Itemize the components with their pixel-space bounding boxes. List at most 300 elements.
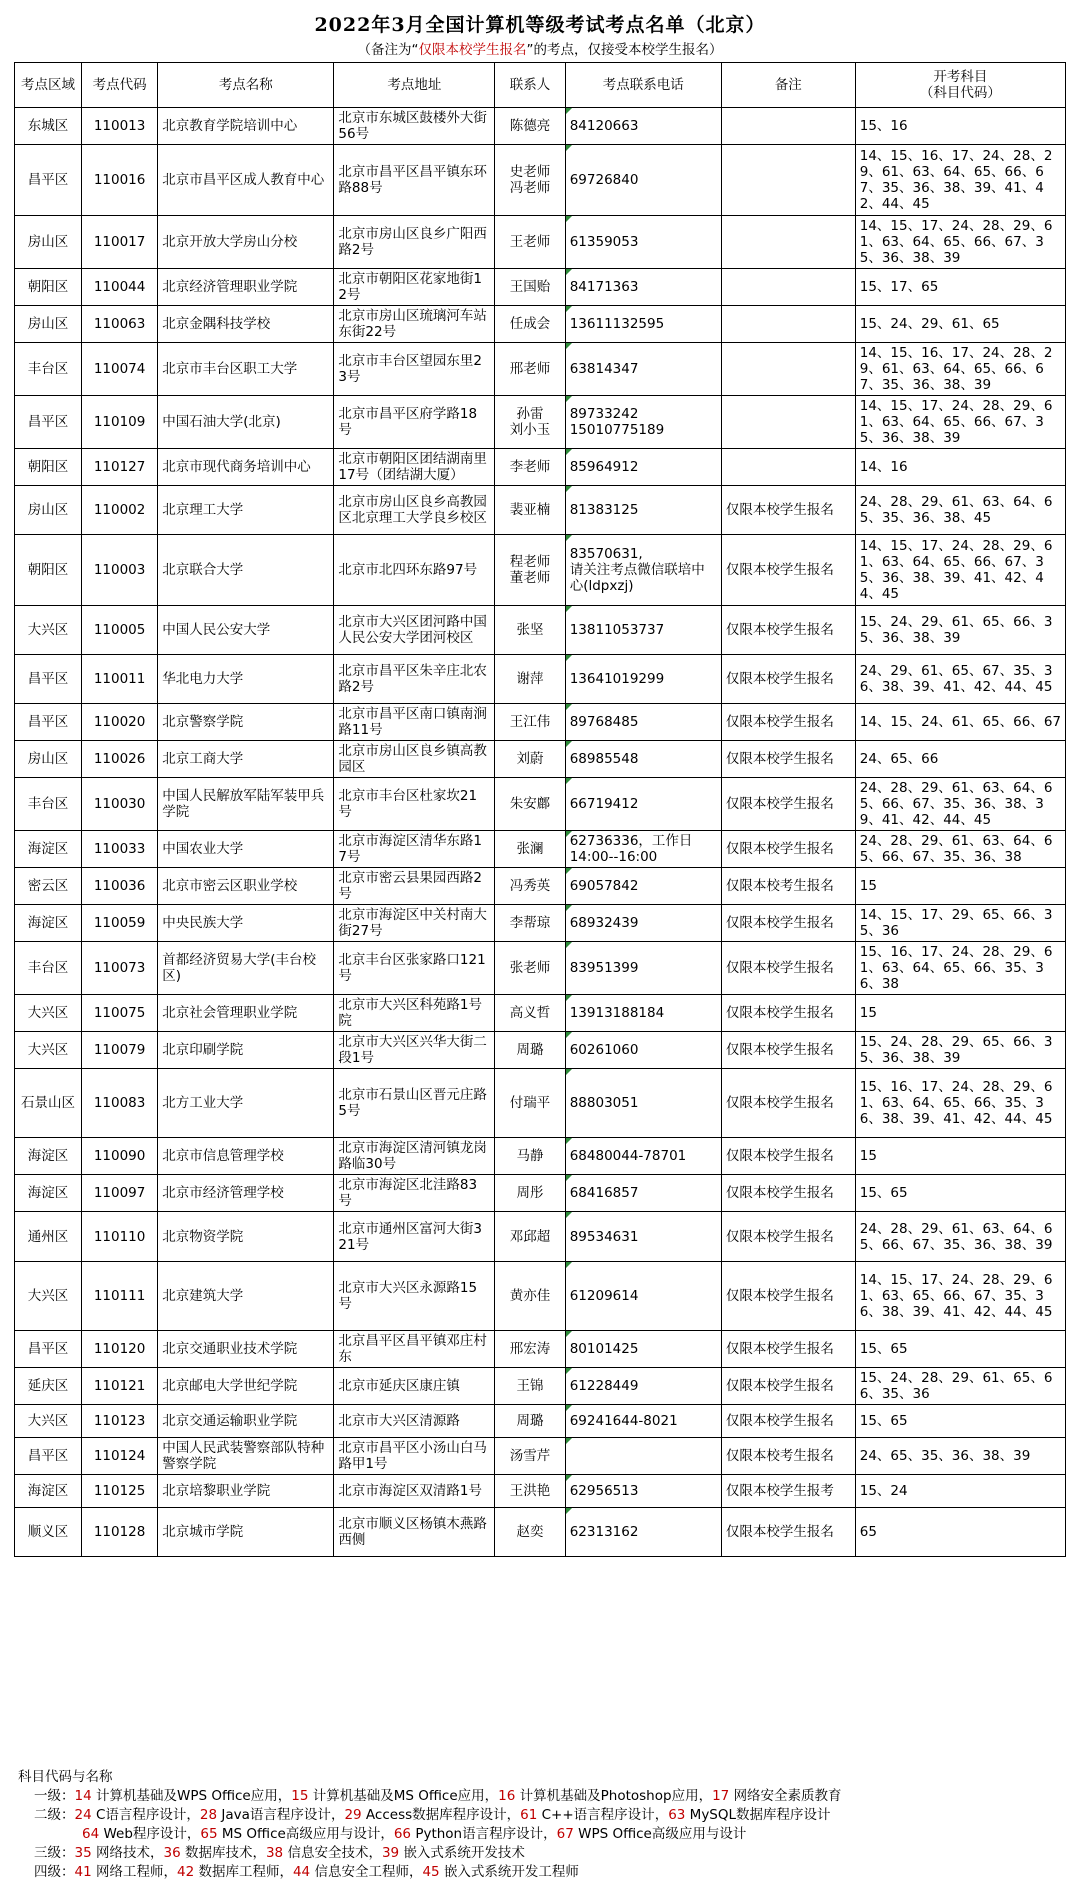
cell-note: 仅限本校学生报名 <box>721 1032 855 1069</box>
cell-name: 中国人民解放军陆军装甲兵学院 <box>158 778 334 831</box>
table-row <box>15 1069 1066 1138</box>
legend-subject-code: 29 <box>344 1807 362 1823</box>
cell-area: 昌平区 <box>15 396 82 449</box>
cell-code: 110120 <box>81 1331 157 1368</box>
cell-phone <box>565 1438 721 1475</box>
cell-name: 首都经济贸易大学(丰台校区) <box>158 942 334 995</box>
cell-phone: 85964912 <box>565 449 721 486</box>
cell-area: 大兴区 <box>15 1262 82 1331</box>
cell-subjects: 15、17、65 <box>855 269 1065 306</box>
legend-level-label: 二级： <box>34 1807 75 1823</box>
legend-subject-name: 计算机基础及MS Office应用 <box>312 1788 485 1804</box>
cell-area: 丰台区 <box>15 942 82 995</box>
legend-level-label: 一级： <box>34 1788 75 1804</box>
legend-subject-code: 14 <box>74 1788 92 1804</box>
cell-code: 110128 <box>81 1508 157 1557</box>
cell-name: 华北电力大学 <box>158 655 334 704</box>
cell-note <box>721 396 855 449</box>
cell-address: 北京丰台区张家路口121号 <box>334 942 495 995</box>
table-row <box>15 1405 1066 1438</box>
cell-phone: 83570631, 请关注考点微信联培中心(ldpxzj) <box>565 535 721 606</box>
cell-contact: 史老师 冯老师 <box>495 145 565 216</box>
legend-subject-name: 信息安全技术 <box>287 1845 369 1861</box>
table-row <box>15 1212 1066 1262</box>
cell-note: 仅限本校学生报名 <box>721 942 855 995</box>
cell-contact: 马静 <box>495 1138 565 1175</box>
cell-code: 110030 <box>81 778 157 831</box>
legend-subject-name: 计算机基础及Photoshop应用 <box>519 1788 699 1804</box>
legend-subject-code: 16 <box>498 1788 516 1804</box>
cell-contact: 王洪艳 <box>495 1475 565 1508</box>
cell-area: 昌平区 <box>15 704 82 741</box>
cell-area: 顺义区 <box>15 1508 82 1557</box>
cell-contact: 赵奕 <box>495 1508 565 1557</box>
cell-note: 仅限本校学生报名 <box>721 1405 855 1438</box>
cell-name: 北京理工大学 <box>158 486 334 535</box>
legend-subject-code: 61 <box>520 1807 538 1823</box>
cell-phone: 13641019299 <box>565 655 721 704</box>
cell-address: 北京市大兴区科苑路1号院 <box>334 995 495 1032</box>
cell-name: 北京经济管理职业学院 <box>158 269 334 306</box>
cell-contact: 高义哲 <box>495 995 565 1032</box>
cell-name: 北京物资学院 <box>158 1212 334 1262</box>
legend-subject-code: 44 <box>292 1864 311 1880</box>
cell-subjects: 14、15、16、17、24、28、29、61、63、64、65、66、67、35、36、38、39、41、42、44、45 <box>855 145 1065 216</box>
legend-level-label: 三级： <box>34 1845 75 1861</box>
cell-code: 110127 <box>81 449 157 486</box>
cell-area: 大兴区 <box>15 1405 82 1438</box>
cell-name: 北京市丰台区职工大学 <box>158 343 334 396</box>
cell-subjects: 15、24、29、61、65、66、35、36、38、39 <box>855 606 1065 655</box>
table-row <box>15 306 1066 343</box>
cell-area: 石景山区 <box>15 1069 82 1138</box>
cell-name: 北京邮电大学世纪学院 <box>158 1368 334 1405</box>
cell-subjects: 15 <box>855 995 1065 1032</box>
cell-note: 仅限本校学生报名 <box>721 1508 855 1557</box>
table-row <box>15 1508 1066 1557</box>
cell-phone: 80101425 <box>565 1331 721 1368</box>
cell-address: 北京市海淀区清华东路17号 <box>334 831 495 868</box>
legend-subject-name: MySQL数据库程序设计 <box>689 1807 831 1823</box>
cell-contact: 刘蔚 <box>495 741 565 778</box>
cell-name: 北京印刷学院 <box>158 1032 334 1069</box>
cell-contact: 程老师 董老师 <box>495 535 565 606</box>
cell-contact: 张澜 <box>495 831 565 868</box>
cell-subjects: 15、16、17、24、28、29、61、63、64、65、66、35、36、38 <box>855 942 1065 995</box>
cell-phone: 60261060 <box>565 1032 721 1069</box>
table-row <box>15 905 1066 942</box>
header-code: 考点代码 <box>81 63 157 108</box>
cell-name: 北京市经济管理学校 <box>158 1175 334 1212</box>
cell-phone: 88803051 <box>565 1069 721 1138</box>
cell-name: 北京市昌平区成人教育中心 <box>158 145 334 216</box>
cell-code: 110026 <box>81 741 157 778</box>
cell-name: 北京培黎职业学院 <box>158 1475 334 1508</box>
legend-subject-name: C++语言程序设计 <box>541 1807 655 1823</box>
header-area: 考点区域 <box>15 63 82 108</box>
table-row <box>15 741 1066 778</box>
header-note: 备注 <box>721 63 855 108</box>
cell-code: 110121 <box>81 1368 157 1405</box>
legend-subject-code: 38 <box>265 1845 284 1861</box>
table-row <box>15 1138 1066 1175</box>
cell-phone: 89534631 <box>565 1212 721 1262</box>
cell-phone: 69057842 <box>565 868 721 905</box>
legend-subject-name: C语言程序设计 <box>95 1807 187 1823</box>
cell-name: 北京市现代商务培训中心 <box>158 449 334 486</box>
cell-contact: 黄亦佳 <box>495 1262 565 1331</box>
cell-phone: 66719412 <box>565 778 721 831</box>
cell-area: 海淀区 <box>15 1475 82 1508</box>
cell-code: 110003 <box>81 535 157 606</box>
table-row <box>15 1475 1066 1508</box>
cell-note: 仅限本校学生报名 <box>721 1069 855 1138</box>
legend-subject-code: 17 <box>712 1788 730 1804</box>
legend-subject-name: 嵌入式系统开发技术 <box>403 1845 525 1861</box>
cell-area: 昌平区 <box>15 1331 82 1368</box>
cell-name: 北京金隅科技学校 <box>158 306 334 343</box>
cell-note <box>721 216 855 269</box>
cell-address: 北京市房山区琉璃河车站东街22号 <box>334 306 495 343</box>
cell-note: 仅限本校学生报名 <box>721 1138 855 1175</box>
cell-code: 110097 <box>81 1175 157 1212</box>
legend-subject-name: 数据库技术 <box>184 1845 253 1861</box>
table-row <box>15 1438 1066 1475</box>
cell-code: 110125 <box>81 1475 157 1508</box>
table-row <box>15 343 1066 396</box>
cell-note: 仅限本校学生报名 <box>721 535 855 606</box>
cell-address: 北京市东城区鼓楼外大街56号 <box>334 108 495 145</box>
cell-code: 110005 <box>81 606 157 655</box>
subject-code-legend <box>18 1768 1068 1882</box>
cell-note: 仅限本校学生报名 <box>721 741 855 778</box>
cell-phone: 63814347 <box>565 343 721 396</box>
table-row <box>15 778 1066 831</box>
cell-phone: 62956513 <box>565 1475 721 1508</box>
table-row <box>15 396 1066 449</box>
cell-area: 昌平区 <box>15 1438 82 1475</box>
cell-code: 110036 <box>81 868 157 905</box>
legend-subject-code: 42 <box>176 1864 195 1880</box>
cell-address: 北京市密云县果园西路2号 <box>334 868 495 905</box>
cell-address: 北京市海淀区清河镇龙岗路临30号 <box>334 1138 495 1175</box>
cell-address: 北京市昌平区小汤山白马路甲1号 <box>334 1438 495 1475</box>
cell-note: 仅限本校学生报名 <box>721 704 855 741</box>
cell-name: 中央民族大学 <box>158 905 334 942</box>
cell-contact: 邓邱超 <box>495 1212 565 1262</box>
cell-phone: 68985548 <box>565 741 721 778</box>
cell-phone: 83951399 <box>565 942 721 995</box>
cell-note: 仅限本校学生报名 <box>721 995 855 1032</box>
cell-area: 丰台区 <box>15 778 82 831</box>
cell-code: 110074 <box>81 343 157 396</box>
cell-area: 大兴区 <box>15 1032 82 1069</box>
cell-subjects: 14、15、16、17、24、28、29、61、63、64、65、66、67、35、36、38、39 <box>855 343 1065 396</box>
cell-address: 北京市海淀区双清路1号 <box>334 1475 495 1508</box>
cell-contact: 周璐 <box>495 1405 565 1438</box>
cell-area: 房山区 <box>15 486 82 535</box>
cell-name: 北京交通运输职业学院 <box>158 1405 334 1438</box>
cell-area: 朝阳区 <box>15 269 82 306</box>
cell-phone: 62313162 <box>565 1508 721 1557</box>
header-address: 考点地址 <box>334 63 495 108</box>
table-row <box>15 942 1066 995</box>
cell-phone: 89768485 <box>565 704 721 741</box>
cell-note: 仅限本校学生报名 <box>721 831 855 868</box>
header-subjects-title: 开考科目 <box>933 69 988 85</box>
cell-subjects: 14、15、17、24、28、29、61、63、64、65、66、67、35、36、38、39、41、42、44、45 <box>855 535 1065 606</box>
table-row <box>15 868 1066 905</box>
legend-subject-code: 35 <box>74 1845 92 1861</box>
table-row <box>15 995 1066 1032</box>
cell-area: 海淀区 <box>15 831 82 868</box>
cell-contact: 周彤 <box>495 1175 565 1212</box>
cell-note: 仅限本校学生报考 <box>721 1475 855 1508</box>
cell-address: 北京市丰台区望园东里23号 <box>334 343 495 396</box>
cell-phone: 13811053737 <box>565 606 721 655</box>
cell-area: 海淀区 <box>15 1138 82 1175</box>
cell-address: 北京市石景山区晋元庄路5号 <box>334 1069 495 1138</box>
cell-area: 通州区 <box>15 1212 82 1262</box>
header-phone: 考点联系电话 <box>565 63 721 108</box>
cell-name: 北京城市学院 <box>158 1508 334 1557</box>
header-subjects <box>855 63 1065 108</box>
cell-note <box>721 449 855 486</box>
cell-area: 昌平区 <box>15 655 82 704</box>
cell-area: 房山区 <box>15 216 82 269</box>
cell-address: 北京市海淀区北洼路83号 <box>334 1175 495 1212</box>
cell-note <box>721 145 855 216</box>
cell-subjects: 24、28、29、61、63、64、65、35、36、38、45 <box>855 486 1065 535</box>
table-row <box>15 145 1066 216</box>
cell-area: 昌平区 <box>15 145 82 216</box>
cell-code: 110020 <box>81 704 157 741</box>
cell-code: 110073 <box>81 942 157 995</box>
legend-subject-name: Web程序设计 <box>103 1826 187 1842</box>
cell-address: 北京市丰台区杜家坎21号 <box>334 778 495 831</box>
cell-address: 北京市昌平区南口镇南涧路11号 <box>334 704 495 741</box>
cell-address: 北京市海淀区中关村南大街27号 <box>334 905 495 942</box>
cell-contact: 汤雪芹 <box>495 1438 565 1475</box>
cell-note: 仅限本校学生报名 <box>721 905 855 942</box>
cell-subjects: 15、24、28、29、61、65、66、35、36 <box>855 1368 1065 1405</box>
cell-address: 北京市北四环东路97号 <box>334 535 495 606</box>
cell-name: 北京市密云区职业学校 <box>158 868 334 905</box>
cell-contact: 张坚 <box>495 606 565 655</box>
legend-subject-code: 63 <box>668 1807 686 1823</box>
cell-name: 北方工业大学 <box>158 1069 334 1138</box>
table-row <box>15 535 1066 606</box>
legend-lines <box>18 1787 1068 1882</box>
cell-address: 北京市昌平区府学路18号 <box>334 396 495 449</box>
page-subtitle <box>0 38 1080 58</box>
cell-contact: 朱安鄜 <box>495 778 565 831</box>
cell-code: 110124 <box>81 1438 157 1475</box>
cell-subjects: 24、29、61、65、67、35、36、38、39、41、42、44、45 <box>855 655 1065 704</box>
cell-subjects: 15、16 <box>855 108 1065 145</box>
cell-subjects: 14、15、17、24、28、29、61、63、65、66、67、35、36、38、39、41、42、44、45 <box>855 1262 1065 1331</box>
cell-address: 北京市大兴区清源路 <box>334 1405 495 1438</box>
cell-contact: 李帮琼 <box>495 905 565 942</box>
cell-name: 北京交通职业技术学院 <box>158 1331 334 1368</box>
table-row <box>15 269 1066 306</box>
table-row <box>15 1331 1066 1368</box>
cell-phone: 84171363 <box>565 269 721 306</box>
subtitle-highlight: 仅限本校学生报名 <box>418 42 527 58</box>
cell-subjects: 14、15、17、24、28、29、61、63、64、65、66、67、35、36、38、39 <box>855 216 1065 269</box>
cell-note: 仅限本校考生报名 <box>721 1438 855 1475</box>
cell-contact: 王老师 <box>495 216 565 269</box>
cell-subjects: 24、65、66 <box>855 741 1065 778</box>
table-row <box>15 704 1066 741</box>
legend-subject-code: 28 <box>199 1807 218 1823</box>
table-row <box>15 606 1066 655</box>
cell-code: 110017 <box>81 216 157 269</box>
cell-area: 东城区 <box>15 108 82 145</box>
cell-code: 110109 <box>81 396 157 449</box>
cell-subjects: 14、15、17、24、28、29、61、63、64、65、66、67、35、36、38、39 <box>855 396 1065 449</box>
legend-heading: 科目代码与名称 <box>18 1769 113 1785</box>
cell-note: 仅限本校学生报名 <box>721 1175 855 1212</box>
table-row <box>15 108 1066 145</box>
cell-subjects: 24、28、29、61、63、64、65、66、67、35、36、38、39、41、42、44、45 <box>855 778 1065 831</box>
cell-contact: 王江伟 <box>495 704 565 741</box>
cell-note: 仅限本校学生报名 <box>721 778 855 831</box>
cell-phone: 61359053 <box>565 216 721 269</box>
cell-area: 海淀区 <box>15 905 82 942</box>
cell-phone: 69726840 <box>565 145 721 216</box>
cell-code: 110002 <box>81 486 157 535</box>
cell-subjects: 15、24、29、61、65 <box>855 306 1065 343</box>
cell-phone: 81383125 <box>565 486 721 535</box>
legend-subject-name: 数据库工程师 <box>198 1864 280 1880</box>
legend-subject-code: 24 <box>74 1807 92 1823</box>
cell-code: 110110 <box>81 1212 157 1262</box>
cell-address: 北京昌平区昌平镇邓庄村东 <box>334 1331 495 1368</box>
header-name: 考点名称 <box>158 63 334 108</box>
table-row <box>15 1368 1066 1405</box>
cell-note: 仅限本校学生报名 <box>721 1262 855 1331</box>
cell-name: 北京工商大学 <box>158 741 334 778</box>
legend-subject-code: 45 <box>422 1864 440 1880</box>
cell-subjects: 15、65 <box>855 1405 1065 1438</box>
cell-subjects: 15、65 <box>855 1331 1065 1368</box>
cell-note: 仅限本校考生报名 <box>721 868 855 905</box>
cell-note: 仅限本校学生报名 <box>721 1212 855 1262</box>
header-contact: 联系人 <box>495 63 565 108</box>
cell-phone: 13611132595 <box>565 306 721 343</box>
cell-phone: 68932439 <box>565 905 721 942</box>
cell-phone: 13913188184 <box>565 995 721 1032</box>
cell-phone: 69241644-8021 <box>565 1405 721 1438</box>
cell-subjects: 15 <box>855 1138 1065 1175</box>
cell-code: 110083 <box>81 1069 157 1138</box>
cell-subjects: 14、15、17、29、65、66、35、36 <box>855 905 1065 942</box>
cell-code: 110011 <box>81 655 157 704</box>
cell-address: 北京市大兴区永源路15号 <box>334 1262 495 1331</box>
cell-code: 110111 <box>81 1262 157 1331</box>
cell-address: 北京市昌平区昌平镇东环路88号 <box>334 145 495 216</box>
cell-note: 仅限本校学生报名 <box>721 1331 855 1368</box>
exam-site-table <box>14 62 1066 1557</box>
legend-subject-code: 41 <box>74 1864 92 1880</box>
cell-phone: 84120663 <box>565 108 721 145</box>
table-body <box>15 108 1066 1557</box>
table-row <box>15 449 1066 486</box>
table-header-row <box>15 63 1066 108</box>
cell-area: 密云区 <box>15 868 82 905</box>
cell-subjects: 14、16 <box>855 449 1065 486</box>
table-row <box>15 1175 1066 1212</box>
cell-contact: 周璐 <box>495 1032 565 1069</box>
cell-note <box>721 343 855 396</box>
cell-address: 北京市大兴区兴华大街二段1号 <box>334 1032 495 1069</box>
header-subjects-subtitle: （科目代码） <box>919 85 1001 101</box>
cell-contact: 张老师 <box>495 942 565 995</box>
cell-contact: 陈德亮 <box>495 108 565 145</box>
cell-address: 北京市昌平区朱辛庄北农路2号 <box>334 655 495 704</box>
legend-line: 二级：24 C语言程序设计，28 Java语言程序设计，29 Access数据库程序设计，61 C++语言程序设计，63 MySQL数据库程序设计 <box>34 1807 831 1823</box>
cell-area: 朝阳区 <box>15 449 82 486</box>
cell-note: 仅限本校学生报名 <box>721 486 855 535</box>
legend-subject-code: 67 <box>556 1826 574 1842</box>
legend-subject-name: 网络安全素质教育 <box>733 1788 842 1804</box>
table-row <box>15 216 1066 269</box>
legend-subject-name: 信息安全工程师 <box>314 1864 409 1880</box>
cell-address: 北京市房山区良乡镇高教园区 <box>334 741 495 778</box>
cell-note <box>721 108 855 145</box>
cell-name: 北京建筑大学 <box>158 1262 334 1331</box>
cell-area: 丰台区 <box>15 343 82 396</box>
legend-subject-code: 66 <box>393 1826 412 1842</box>
cell-subjects: 15 <box>855 868 1065 905</box>
cell-address: 北京市朝阳区团结湖南里17号（团结湖大厦） <box>334 449 495 486</box>
cell-subjects: 14、15、24、61、65、66、67 <box>855 704 1065 741</box>
legend-subject-code: 15 <box>291 1788 309 1804</box>
legend-line: 64 Web程序设计，65 MS Office高级应用与设计，66 Python语言程序设计，67 WPS Office高级应用与设计 <box>82 1826 747 1842</box>
legend-subject-code: 65 <box>200 1826 218 1842</box>
cell-code: 110063 <box>81 306 157 343</box>
cell-phone: 61228449 <box>565 1368 721 1405</box>
cell-phone: 68416857 <box>565 1175 721 1212</box>
cell-phone: 61209614 <box>565 1262 721 1331</box>
cell-name: 北京联合大学 <box>158 535 334 606</box>
cell-contact: 任成会 <box>495 306 565 343</box>
legend-subject-name: 计算机基础及WPS Office应用 <box>95 1788 278 1804</box>
cell-contact: 王锦 <box>495 1368 565 1405</box>
cell-contact: 冯秀英 <box>495 868 565 905</box>
cell-code: 110079 <box>81 1032 157 1069</box>
legend-subject-name: 网络技术 <box>95 1845 150 1861</box>
cell-address: 北京市朝阳区花家地街12号 <box>334 269 495 306</box>
cell-address: 北京市房山区良乡高教园区北京理工大学良乡校区 <box>334 486 495 535</box>
legend-subject-name: Python语言程序设计 <box>415 1826 544 1842</box>
cell-address: 北京市通州区富河大街321号 <box>334 1212 495 1262</box>
cell-code: 110016 <box>81 145 157 216</box>
legend-subject-code: 36 <box>163 1845 181 1861</box>
cell-subjects: 15、24 <box>855 1475 1065 1508</box>
cell-code: 110033 <box>81 831 157 868</box>
legend-line: 三级：35 网络技术，36 数据库技术，38 信息安全技术，39 嵌入式系统开发技术 <box>34 1845 525 1861</box>
cell-contact: 裴亚楠 <box>495 486 565 535</box>
cell-name: 北京教育学院培训中心 <box>158 108 334 145</box>
cell-area: 房山区 <box>15 306 82 343</box>
cell-note: 仅限本校学生报名 <box>721 1368 855 1405</box>
cell-area: 海淀区 <box>15 1175 82 1212</box>
cell-name: 北京开放大学房山分校 <box>158 216 334 269</box>
legend-line: 四级：41 网络工程师，42 数据库工程师，44 信息安全工程师，45 嵌入式系统开发工程师 <box>34 1864 579 1880</box>
cell-contact: 李老师 <box>495 449 565 486</box>
